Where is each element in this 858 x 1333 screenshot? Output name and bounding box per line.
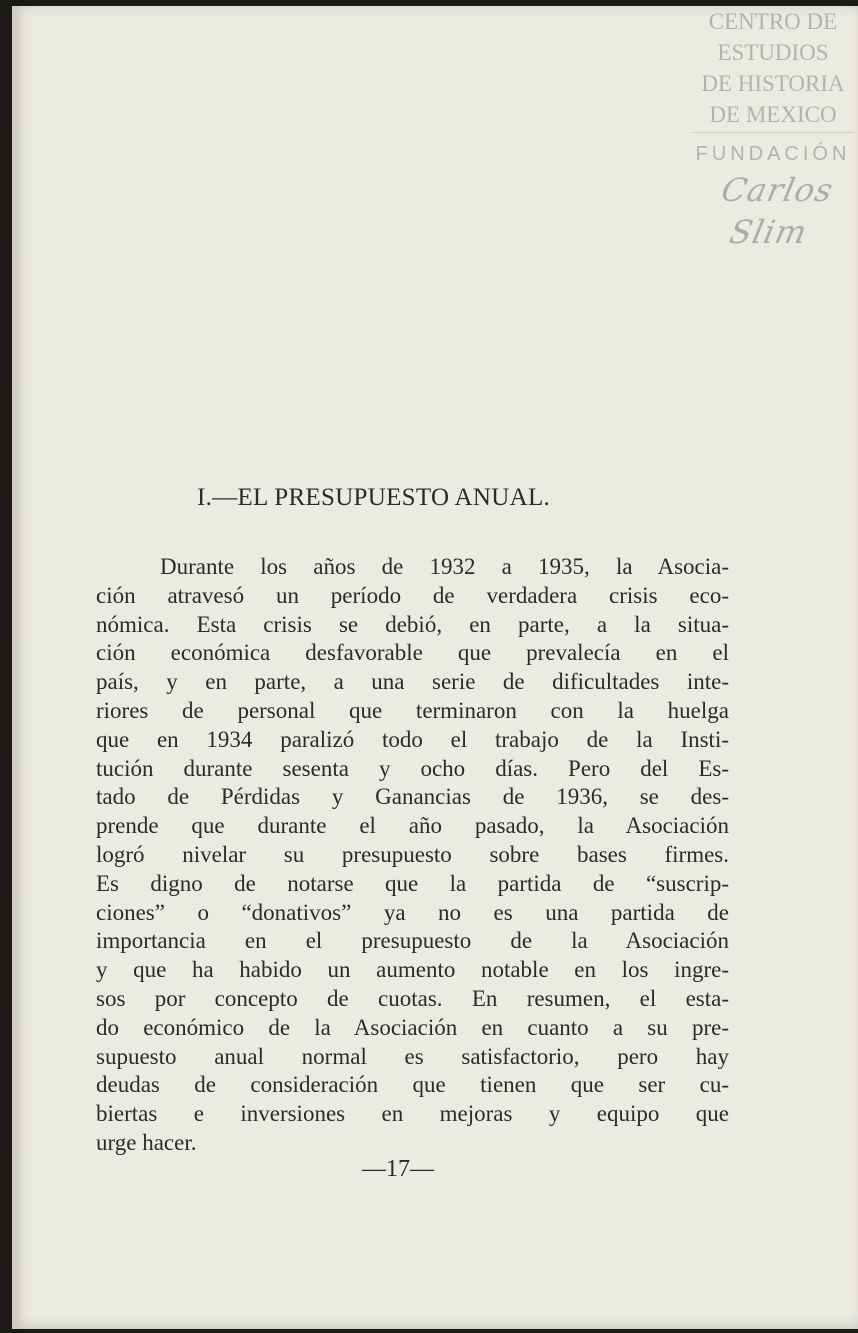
text-line: tado de Pérdidas y Ganancias de 1936, se des-: [96, 784, 729, 810]
archive-watermark: [688, 6, 858, 253]
watermark-line: CENTRO DE: [708, 9, 838, 34]
text-line: ción económica desfavorable que prevalecía en el: [96, 640, 729, 666]
page-number: —17—: [362, 1156, 434, 1182]
text-line: deudas de consideración que tienen que ser cu-: [96, 1072, 729, 1098]
text-line: do económico de la Asociación en cuanto a su pre-: [96, 1014, 729, 1040]
watermark-line: DE MEXICO: [709, 102, 837, 127]
document-page: [12, 6, 858, 1329]
watermark-line: DE HISTORIA: [701, 71, 845, 96]
text-line: supuesto anual normal es satisfactorio, pero hay: [96, 1043, 729, 1069]
text-line: logró nivelar su presupuesto sobre bases firmes.: [96, 841, 729, 867]
text-line: prende que durante el año pasado, la Asociación: [96, 813, 729, 839]
text-line: Durante los años de 1932 a 1935, la Asocia-: [160, 554, 729, 579]
text-line: que en 1934 paralizó todo el trabajo de la Insti-: [96, 726, 729, 752]
watermark-signature: Carlos Slim: [718, 171, 837, 251]
text-line: sos por concepto de cuotas. En resumen, el esta-: [96, 985, 729, 1011]
text-line: biertas e inversiones en mejoras y equipo que: [96, 1101, 729, 1127]
watermark-foundation: FUNDACIÓN: [695, 143, 851, 165]
watermark-line: ESTUDIOS: [717, 40, 829, 65]
body-paragraph: [96, 553, 729, 1158]
watermark-divider: [692, 132, 854, 133]
text-line: ción atravesó un período de verdadera crisis eco-: [96, 582, 729, 608]
text-line: tución durante sesenta y ocho días. Pero del Es-: [96, 755, 729, 781]
text-line: ciones” o “donativos” ya no es una partida de: [96, 899, 729, 925]
binding-shadow: [12, 6, 22, 1329]
text-line: importancia en el presupuesto de la Asociación: [96, 928, 729, 954]
text-line: país, y en parte, a una serie de dificultades inte-: [96, 669, 729, 695]
text-line: urge hacer.: [96, 1129, 197, 1155]
text-line: y que ha habido un aumento notable en los ingre-: [96, 957, 729, 983]
section-heading: I.—EL PRESUPUESTO ANUAL.: [197, 484, 551, 511]
text-line: Es digno de notarse que la partida de “suscrip-: [96, 870, 729, 896]
text-line: nómica. Esta crisis se debió, en parte, a la situa-: [96, 611, 729, 637]
text-line: riores de personal que terminaron con la huelga: [96, 697, 729, 723]
